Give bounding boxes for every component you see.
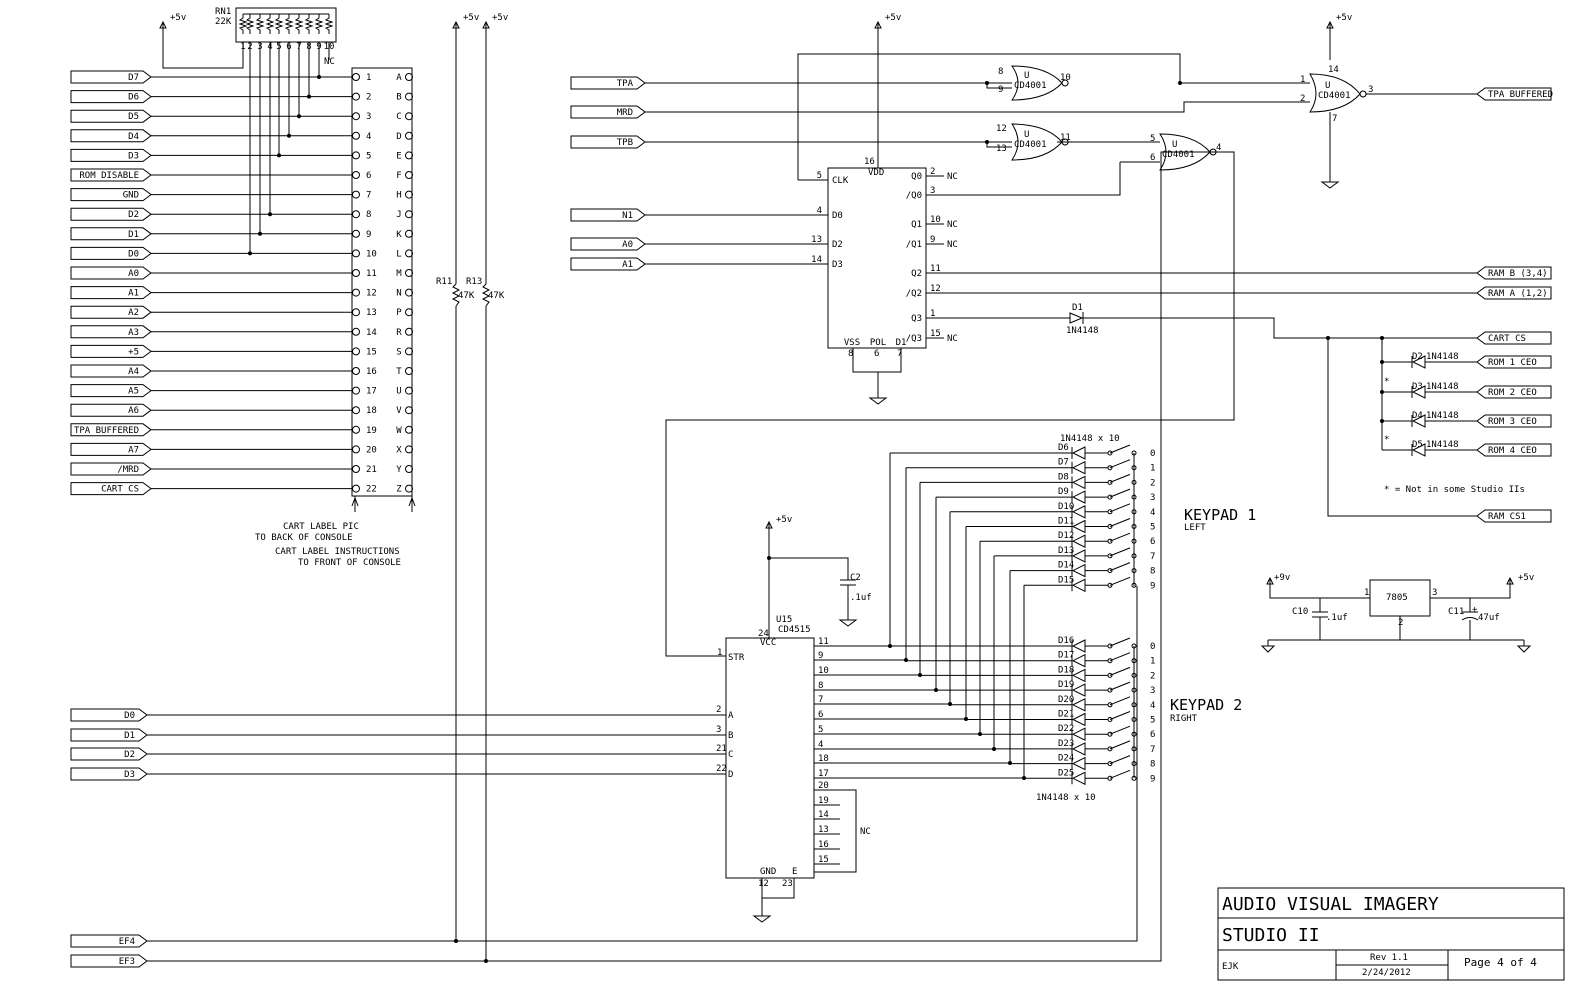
cart-signal-1: D6 [128, 92, 139, 103]
cart-pin-letter-17: V [396, 406, 402, 417]
keypad2-title: KEYPAD 2 [1170, 696, 1243, 714]
u15-unused-pin-4: 16 [818, 840, 829, 850]
cart-pin-num-10: 11 [366, 269, 377, 279]
keypad1-diode-ref-7: D13 [1058, 545, 1075, 556]
top-input-3: N1 [622, 211, 633, 221]
keypad1-diode-ref-9: D15 [1058, 575, 1075, 586]
cart-pin-num-4: 5 [366, 151, 372, 162]
cart-pin-num-19: 20 [366, 445, 377, 456]
latch-right-label-7: /Q3 [905, 334, 922, 344]
rn1-ref: RN1 [215, 7, 232, 17]
c11-ref: C11 [1448, 607, 1465, 617]
rom-diode-ref-1: D3 [1412, 382, 1423, 392]
u15-unused-pin-3: 13 [818, 825, 829, 835]
cart-pin-num-3: 4 [366, 131, 372, 142]
latch-bottom-label-1: POL [869, 338, 887, 348]
latch-left-pin-2: 13 [811, 235, 822, 245]
nor-pin-1: 1 [1300, 75, 1306, 85]
cart-pin-num-8: 9 [366, 229, 372, 240]
u15-in-pin-3: 22 [716, 764, 727, 774]
latch-right-label-4: Q2 [911, 269, 922, 279]
title-author: EJK [1222, 962, 1239, 972]
keypad2-diode-ref-5: D21 [1058, 709, 1075, 720]
r13-value: 47K [488, 291, 505, 301]
nor-supply-label: +5v [1336, 13, 1353, 23]
u15-unused-pin-0: 20 [818, 781, 829, 791]
cart-signal-16: A5 [128, 386, 139, 397]
u15-in-label-1: B [728, 731, 734, 741]
keypad1-diode-ref-2: D8 [1058, 472, 1069, 483]
cart-pin-letter-11: N [396, 288, 402, 299]
c10-value: .1uf [1326, 613, 1348, 623]
reg-in-supply: +9v [1274, 573, 1291, 583]
cart-pin-num-13: 14 [366, 327, 377, 338]
keypad1-note: 1N4148 x 10 [1060, 434, 1120, 444]
cart-pin-letter-13: R [396, 327, 402, 338]
rom-diode-part-1: 1N4148 [1426, 382, 1459, 392]
cart-signal-18: TPA BUFFERED [73, 425, 139, 436]
keypad1-diode-ref-8: D14 [1058, 560, 1075, 571]
u15-in-label-2: C [728, 750, 734, 760]
latch-bottom-label-0: VSS [843, 338, 861, 348]
cart-signal-20: /MRD [117, 465, 139, 475]
keypad2-diode-ref-9: D25 [1058, 768, 1075, 779]
cart-signal-7: D2 [128, 210, 139, 221]
keypad1-diode-ref-4: D10 [1058, 501, 1075, 512]
cart-pin-letter-10: M [396, 269, 402, 279]
rom-diode-part-0: 1N4148 [1426, 352, 1459, 362]
latch-right-pin-4: 11 [930, 264, 941, 274]
cart-signal-21: CART CS [101, 484, 139, 495]
gate1-pin-out: 10 [1060, 73, 1071, 83]
cart-signal-0: D7 [128, 73, 139, 83]
u15-unused-pin-2: 14 [818, 810, 829, 820]
u15-vcc-label: VCC [760, 638, 777, 648]
rn1-pin-5: 5 [276, 42, 282, 52]
rn1-pin-6: 6 [286, 42, 292, 52]
output-4: ROM 1 CEO [1488, 358, 1537, 368]
latch-right-nc-7: NC [947, 334, 958, 344]
keypad2-diode-ref-3: D19 [1058, 680, 1075, 691]
cart-pin-num-5: 6 [366, 171, 372, 181]
u15-gnd-label: GND [760, 867, 777, 877]
cart-pin-letter-8: K [396, 229, 402, 240]
cart-signal-19: A7 [128, 445, 139, 456]
top-input-1: MRD [616, 108, 633, 118]
title-date: 2/24/2012 [1362, 968, 1411, 978]
cart-pin-letter-9: L [396, 249, 402, 260]
u15-in-pin-1: 3 [716, 725, 722, 735]
u15-out-pin-4: 7 [818, 695, 824, 705]
cart-signal-2: D5 [128, 112, 139, 123]
keypad1-key-8: 8 [1150, 566, 1156, 577]
keypad1-key-0: 0 [1150, 449, 1156, 459]
gate1-pin-a: 8 [998, 67, 1004, 77]
latch-right-pin-2: 10 [930, 215, 941, 225]
u15-in-label-0: A [728, 711, 734, 721]
cart-pin-num-7: 8 [366, 210, 372, 221]
ef4-tag: EF4 [118, 937, 135, 947]
r11-value: 47K [458, 291, 475, 301]
rom-diode-part-2: 1N4148 [1426, 411, 1459, 421]
cart-signal-11: A1 [128, 288, 139, 299]
cart-pin-num-12: 13 [366, 308, 377, 319]
latch-right-label-3: /Q1 [905, 240, 922, 250]
reg-part: 7805 [1386, 593, 1408, 603]
output-5: ROM 2 CEO [1488, 388, 1537, 398]
latch-bottom-pin-2: 7 [897, 349, 903, 359]
latch-right-nc-3: NC [947, 240, 958, 250]
latch-left-pin-1: 4 [816, 206, 822, 216]
keypad2-key-6: 6 [1150, 730, 1156, 741]
gate3-pin-out: 4 [1216, 143, 1222, 153]
rn1-pin-1: 1 [240, 42, 246, 52]
nor-vcc-pin: 14 [1328, 65, 1339, 75]
cart-pin-letter-12: P [396, 308, 402, 319]
latch-left-label-2: D2 [832, 240, 843, 250]
gate3-part: U [1172, 140, 1178, 150]
keypad2-note: 1N4148 x 10 [1036, 793, 1096, 803]
cart-pin-num-20: 21 [366, 465, 377, 475]
u15-type: CD4515 [778, 625, 811, 635]
cart-pin-letter-16: U [396, 386, 402, 397]
keypad1-key-1: 1 [1150, 463, 1156, 474]
rom-diode-ref-0: D2 [1412, 352, 1423, 362]
r13-supply-label: +5v [492, 13, 509, 23]
latch-vdd-label: VDD [868, 168, 885, 178]
cart-signal-17: A6 [128, 406, 139, 417]
cart-pin-letter-7: J [396, 210, 402, 221]
keypad1-key-9: 9 [1150, 581, 1156, 592]
latch-left-label-0: CLK [832, 176, 849, 186]
keypad2-key-4: 4 [1150, 700, 1156, 711]
output-7: ROM 4 CEO [1488, 446, 1537, 456]
u15-e-pin: 23 [782, 879, 793, 889]
u15-input-0: D0 [124, 711, 135, 721]
latch-bottom-pin-0: 8 [848, 349, 854, 359]
gate2-type: CD4001 [1014, 140, 1047, 150]
cart-pin-num-21: 22 [366, 484, 377, 495]
keypad2-diode-ref-6: D22 [1058, 724, 1075, 735]
latch-right-label-6: Q3 [911, 314, 922, 324]
rn1-pin-9: 9 [316, 42, 322, 52]
rn1-pin-3: 3 [257, 42, 263, 52]
gate1-part: U [1024, 71, 1030, 81]
cart-pin-letter-3: D [396, 131, 402, 142]
c10-ref: C10 [1292, 607, 1309, 617]
output-1: RAM B (3,4) [1488, 269, 1548, 279]
u15-out-pin-6: 5 [818, 725, 824, 735]
latch-right-pin-0: 2 [930, 167, 936, 177]
nor-gnd-pin: 7 [1332, 114, 1338, 124]
latch-right-pin-5: 12 [930, 284, 941, 294]
reg-pin-gnd: 2 [1398, 618, 1404, 628]
title-line-2: STUDIO II [1222, 925, 1320, 946]
reg-pin-out: 3 [1432, 588, 1438, 598]
nor-pin-2: 2 [1300, 94, 1306, 104]
cart-pin-letter-5: F [396, 171, 402, 181]
c11-value: 47uf [1478, 613, 1500, 623]
cart-pin-letter-4: E [396, 151, 402, 162]
u15-in-label-3: D [728, 770, 734, 780]
u15-str-pin: 1 [717, 648, 723, 658]
keypad2-key-5: 5 [1150, 715, 1156, 726]
cart-pin-num-18: 19 [366, 425, 377, 436]
output-2: RAM A (1,2) [1488, 289, 1548, 299]
rn1-nc-label: NC [324, 57, 335, 67]
rn1-pin-8: 8 [306, 42, 312, 52]
latch-right-nc-2: NC [947, 220, 958, 230]
reg-pin-in: 1 [1364, 588, 1370, 598]
cart-signal-4: D3 [128, 151, 139, 162]
r11-ref: R11 [436, 277, 453, 287]
keypad2-key-9: 9 [1150, 774, 1156, 785]
r13-ref: R13 [466, 277, 483, 287]
latch-right-label-1: /Q0 [905, 191, 922, 201]
cart-pin-letter-1: B [396, 92, 402, 103]
u15-input-3: D3 [124, 770, 135, 780]
keypad1-title: KEYPAD 1 [1184, 506, 1257, 524]
c11-polarity: + [1472, 605, 1478, 615]
d1-part: 1N4148 [1066, 326, 1099, 336]
rn1-value: 22K [215, 17, 232, 27]
cart-pin-num-1: 2 [366, 92, 372, 103]
d1-ref: D1 [1072, 303, 1083, 313]
cart-signal-9: D0 [128, 249, 139, 260]
keypad2-key-1: 1 [1150, 656, 1156, 667]
u15-vcc-pin: 24 [758, 629, 769, 639]
keypad2-diode-ref-0: D16 [1058, 636, 1075, 646]
gate3-pin-b: 6 [1150, 153, 1156, 163]
cart-pin-num-14: 15 [366, 347, 377, 358]
cart-pin-num-6: 7 [366, 190, 372, 201]
u15-unused-pin-1: 19 [818, 796, 829, 806]
u15-in-pin-2: 21 [716, 744, 727, 754]
rom-diode-part-3: 1N4148 [1426, 440, 1459, 450]
latch-right-label-0: Q0 [911, 172, 922, 182]
keypad1-diode-ref-1: D7 [1058, 457, 1069, 468]
cart-pin-num-2: 3 [366, 112, 372, 123]
latch-bottom-pin-1: 6 [874, 349, 880, 359]
rn1-supply-label: +5v [170, 13, 187, 23]
cart-pin-letter-6: H [396, 190, 402, 201]
cart-note-1b: TO BACK OF CONSOLE [255, 533, 353, 543]
cart-pin-num-11: 12 [366, 288, 377, 299]
latch-right-label-2: Q1 [911, 220, 922, 230]
cart-signal-15: A4 [128, 367, 139, 377]
u15-out-pin-8: 18 [818, 754, 829, 764]
u15-e-label: E [792, 867, 798, 877]
keypad2-key-7: 7 [1150, 744, 1156, 755]
latch-vdd-pin: 16 [864, 157, 875, 167]
output-8: RAM CS1 [1488, 512, 1526, 522]
gate2-pin-a: 12 [996, 124, 1007, 134]
keypad2-diode-ref-2: D18 [1058, 665, 1075, 676]
keypad2-sub: RIGHT [1170, 714, 1198, 724]
latch-bottom-label-2: D1 [895, 338, 907, 348]
u15-out-pin-3: 8 [818, 681, 824, 691]
latch-left-pin-3: 14 [811, 255, 822, 265]
output-6: ROM 3 CEO [1488, 417, 1537, 427]
u15-gnd-pin: 12 [758, 879, 769, 889]
rn1-pin-7: 7 [296, 42, 302, 52]
nor-type: CD4001 [1318, 91, 1351, 101]
latch-supply-label: +5v [885, 13, 902, 23]
keypad2-diode-ref-7: D23 [1058, 738, 1075, 749]
footnote: * = Not in some Studio IIs [1384, 485, 1525, 495]
keypad1-key-4: 4 [1150, 507, 1156, 518]
cart-pin-letter-2: C [396, 112, 402, 123]
cart-signal-10: A0 [128, 269, 139, 279]
title-line-1: AUDIO VISUAL IMAGERY [1222, 894, 1439, 915]
latch-right-label-5: /Q2 [905, 289, 922, 299]
output-0: TPA BUFFERED [1488, 90, 1554, 100]
u15-ref: U15 [776, 615, 793, 625]
gate2-pin-out: 11 [1060, 133, 1071, 143]
top-input-0: TPA [616, 79, 633, 89]
cart-signal-5: ROM DISABLE [79, 171, 139, 181]
cart-pin-letter-14: S [396, 347, 402, 358]
gate1-type: CD4001 [1014, 81, 1047, 91]
latch-right-pin-6: 1 [930, 309, 936, 319]
top-input-2: TPB [616, 138, 633, 148]
keypad1-sub: LEFT [1184, 523, 1206, 533]
cart-note-2b: TO FRONT OF CONSOLE [298, 558, 401, 568]
keypad2-key-8: 8 [1150, 759, 1156, 770]
rn1-pin-10: 10 [323, 42, 335, 52]
cart-note-2a: CART LABEL INSTRUCTIONS [275, 547, 400, 557]
keypad2-diode-ref-1: D17 [1058, 650, 1075, 661]
u15-supply-label: +5v [776, 515, 793, 525]
keypad1-key-6: 6 [1150, 537, 1156, 548]
ef3-tag: EF3 [118, 957, 135, 967]
cart-signal-12: A2 [128, 308, 139, 319]
keypad1-key-3: 3 [1150, 493, 1156, 504]
cart-pin-letter-0: A [396, 73, 402, 83]
rom-diode-star-3: * [1384, 435, 1390, 445]
u15-out-pin-9: 17 [818, 769, 829, 779]
latch-right-nc-0: NC [947, 172, 958, 182]
keypad1-key-2: 2 [1150, 478, 1156, 489]
cart-pin-num-0: 1 [366, 73, 372, 83]
gate2-part: U [1024, 130, 1030, 140]
rom-diode-star-1: * [1384, 377, 1390, 387]
cart-pin-letter-15: T [396, 367, 402, 377]
u15-input-1: D1 [124, 731, 135, 741]
latch-left-pin-0: 5 [816, 171, 822, 181]
cart-signal-14: +5 [128, 347, 139, 358]
keypad1-diode-ref-0: D6 [1058, 443, 1069, 453]
cart-pin-num-17: 18 [366, 406, 377, 417]
c2-value: .1uf [850, 593, 872, 603]
keypad1-diode-ref-6: D12 [1058, 531, 1075, 542]
reg-out-supply: +5v [1518, 573, 1535, 583]
keypad2-diode-ref-8: D24 [1058, 753, 1075, 764]
u15-out-pin-1: 9 [818, 651, 824, 661]
cart-signal-13: A3 [128, 327, 139, 338]
keypad2-key-2: 2 [1150, 671, 1156, 682]
r11-supply-label: +5v [463, 13, 480, 23]
cart-signal-3: D4 [128, 131, 139, 142]
top-input-5: A1 [622, 260, 633, 270]
nor-part: U [1325, 81, 1331, 91]
c2-ref: C2 [850, 573, 861, 583]
u15-str-label: STR [728, 653, 745, 663]
u15-nc: NC [860, 827, 871, 837]
keypad1-key-5: 5 [1150, 522, 1156, 533]
output-3: CART CS [1488, 334, 1526, 344]
keypad2-key-0: 0 [1150, 642, 1156, 652]
latch-right-pin-3: 9 [930, 235, 936, 245]
top-input-4: A0 [622, 240, 633, 250]
nor-pin-3: 3 [1368, 85, 1374, 95]
cart-pin-letter-21: Z [396, 484, 402, 495]
rn1-pin-2: 2 [247, 42, 253, 52]
keypad1-key-7: 7 [1150, 551, 1156, 562]
latch-right-pin-7: 15 [930, 329, 941, 339]
title-rev: Rev 1.1 [1370, 953, 1408, 963]
latch-left-label-3: D3 [832, 260, 843, 270]
cart-signal-8: D1 [128, 229, 139, 240]
title-page: Page 4 of 4 [1464, 956, 1537, 969]
latch-left-label-1: D0 [832, 211, 843, 221]
gate3-pin-a: 5 [1150, 134, 1156, 144]
latch-right-pin-1: 3 [930, 186, 936, 196]
gate2-pin-b: 13 [996, 144, 1007, 154]
cart-pin-letter-19: X [396, 445, 402, 456]
u15-in-pin-0: 2 [716, 705, 722, 715]
cart-pin-letter-18: W [396, 425, 402, 436]
u15-out-pin-0: 11 [818, 637, 829, 647]
cart-note-1a: CART LABEL PIC [283, 522, 359, 532]
keypad2-diode-ref-4: D20 [1058, 694, 1075, 705]
cart-pin-num-16: 17 [366, 386, 377, 397]
cart-pin-num-15: 16 [366, 367, 377, 377]
u15-out-pin-2: 10 [818, 666, 829, 676]
rom-diode-ref-2: D4 [1412, 411, 1423, 421]
cart-signal-6: GND [122, 190, 139, 201]
cart-pin-letter-20: Y [396, 465, 402, 475]
u15-input-2: D2 [124, 750, 135, 760]
gate3-type: CD4001 [1162, 150, 1195, 160]
u15-out-pin-5: 6 [818, 710, 824, 720]
gate1-pin-b: 9 [998, 85, 1004, 95]
rom-diode-ref-3: D5 [1412, 440, 1423, 450]
keypad2-key-3: 3 [1150, 686, 1156, 697]
keypad1-diode-ref-3: D9 [1058, 487, 1069, 498]
cart-pin-num-9: 10 [366, 249, 377, 260]
u15-unused-pin-5: 15 [818, 855, 829, 865]
rn1-pin-4: 4 [267, 42, 273, 52]
keypad1-diode-ref-5: D11 [1058, 516, 1075, 527]
u15-out-pin-7: 4 [818, 740, 824, 750]
